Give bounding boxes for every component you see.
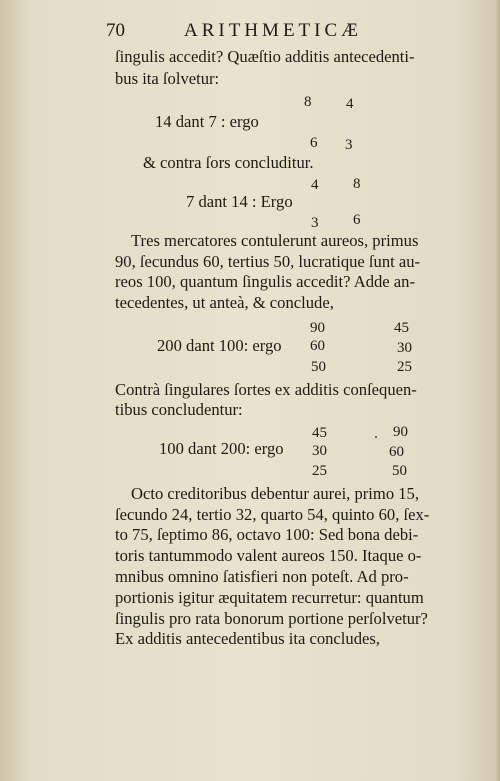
text-line: 200 dant 100: ergo (157, 336, 282, 355)
text-line: ſingulis accedit? Quæſtio additis antecedenti- (115, 47, 415, 66)
page-number: 70 (106, 20, 125, 41)
text-line: bus ita ſolvetur: (115, 69, 220, 88)
number: 60 (310, 338, 325, 354)
text-line: ſingulis pro rata bonorum portione perſolvetur? (115, 609, 428, 628)
number: 8 (353, 176, 361, 192)
number: 25 (397, 359, 412, 375)
number: 3 (345, 137, 353, 153)
number: 6 (310, 135, 318, 151)
number: 45 (394, 320, 409, 336)
text-line: ſecundo 24, tertio 32, quarto 54, quinto 60, ſex- (115, 505, 430, 524)
number: 30 (312, 443, 327, 459)
text-line: & contra ſors concluditur. (143, 153, 314, 172)
text-line: Tres mercatores contulerunt aureos, primus (131, 231, 419, 250)
number: 50 (311, 359, 326, 375)
text-line: Ex additis antecedentibus ita concludes, (115, 629, 380, 648)
number: 4 (346, 96, 354, 112)
text-line: Octo creditoribus debentur aurei, primo 15, (131, 484, 420, 503)
page-edge (494, 0, 500, 781)
number: 4 (311, 177, 319, 193)
text-line: 14 dant 7 : ergo (155, 112, 259, 131)
number: 50 (392, 463, 407, 479)
number: 25 (312, 463, 327, 479)
text-line: 90, ſecundus 60, tertius 50, lucratique ſunt au- (115, 252, 421, 271)
number: 3 (311, 215, 319, 231)
ink-speck (375, 436, 377, 438)
text-line: tibus concludentur: (115, 400, 243, 419)
number: 30 (397, 340, 412, 356)
number: 60 (389, 444, 404, 460)
number: 6 (353, 212, 361, 228)
text-line: toris tantummodo valent aureos 150. Itaque o- (115, 546, 422, 565)
text-line: Contrà ſingulares ſortes ex additis conſequen- (115, 380, 417, 399)
running-title: ARITHMETICÆ (184, 20, 363, 41)
text-line: mnibus omnino ſatisfieri non poteſt. Ad pro- (115, 567, 409, 586)
text-line: reos 100, quantum ſingulis accedit? Adde an- (115, 272, 415, 291)
number: 90 (310, 320, 325, 336)
text-line: 7 dant 14 : Ergo (186, 192, 293, 211)
text-line: 100 dant 200: ergo (159, 439, 284, 458)
text-line: tecedentes, ut anteà, & conclude, (115, 293, 334, 312)
text-line: portionis igitur æquitatem recurretur: quantum (115, 588, 424, 607)
text-line: to 75, ſeptimo 86, octavo 100: Sed bona debi- (115, 525, 419, 544)
number: 90 (393, 424, 408, 440)
number: 45 (312, 425, 327, 441)
number: 8 (304, 94, 312, 110)
